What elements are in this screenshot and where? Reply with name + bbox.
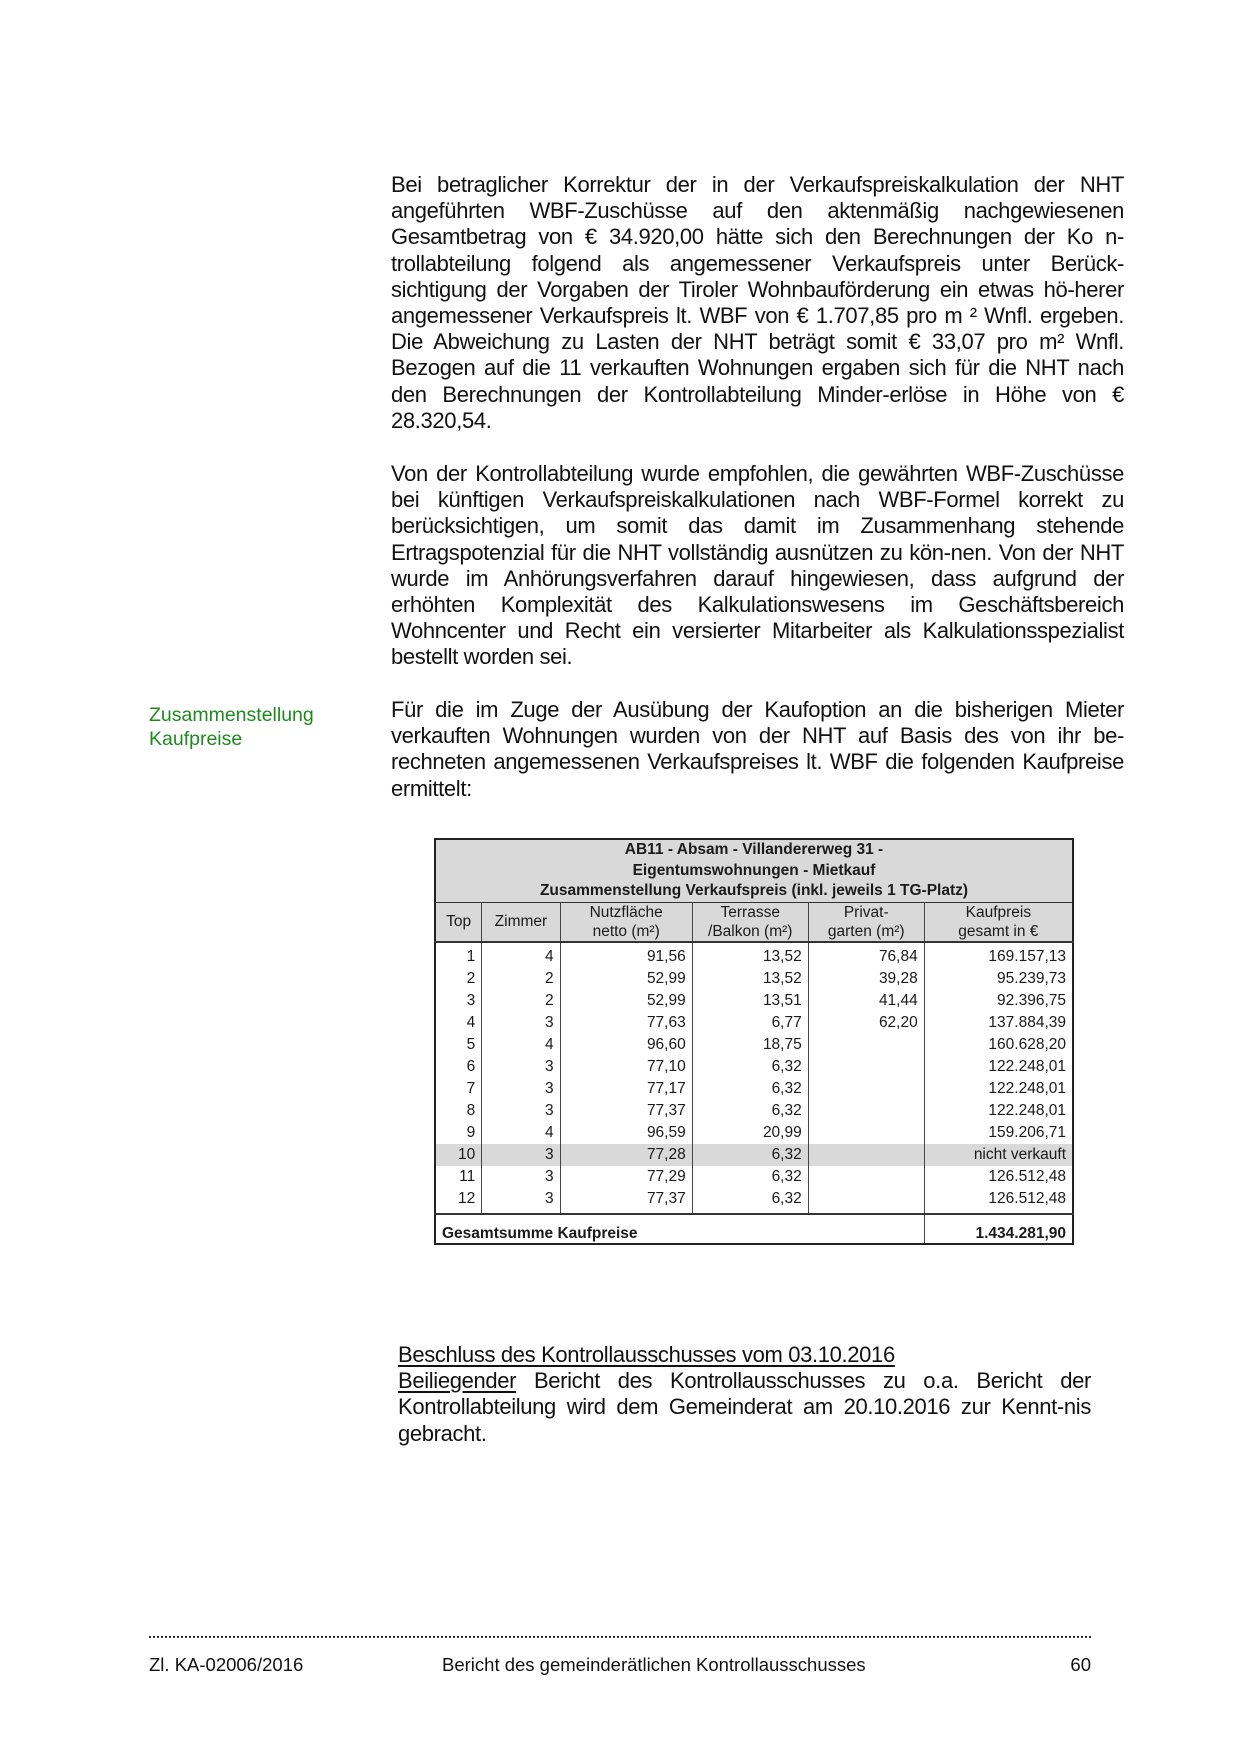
table-cell: 62,20 (808, 1012, 924, 1034)
table-cell: 95.239,73 (924, 968, 1073, 990)
table-row (435, 1012, 1073, 1034)
table-cell (808, 1034, 924, 1056)
margin-note-line1: Zusammenstellung (149, 704, 314, 726)
table-cell: 4 (482, 1034, 560, 1056)
table-total-row (435, 1214, 1073, 1244)
purchase-price-table (434, 838, 1074, 1245)
table-cell: 41,44 (808, 990, 924, 1012)
table-cell: 3 (482, 1056, 560, 1078)
table-cell (808, 1188, 924, 1214)
table-cell: 3 (482, 1188, 560, 1214)
table-cell: 126.512,48 (924, 1166, 1073, 1188)
table-cell: 160.628,20 (924, 1034, 1073, 1056)
table-title-line2: Eigentumswohnungen - Mietkauf (632, 861, 876, 879)
table-cell: 6,77 (692, 1012, 808, 1034)
table-row (435, 990, 1073, 1012)
table-title (435, 839, 1073, 902)
table-cell: 9 (466, 1123, 476, 1141)
paragraph-purchase-prices-intro: Für die im Zuge der Ausübung der Kaufoption an die bisherigen Mieter verkauften Wohnungen wurden von der NHT auf Basis des von ihr be-rechneten angemessenen Verkaufspreises lt. WBF die folgenden Kaufpreise ermittelt: (391, 697, 1124, 801)
table-cell: 3 (466, 991, 476, 1009)
table-cell: 13,52 (692, 968, 808, 990)
table-cell: 3 (482, 1012, 560, 1034)
table-row (435, 1122, 1073, 1144)
total-value: 1.434.281,90 (924, 1214, 1073, 1244)
footer-reference: Zl. KA-02006/2016 (149, 1654, 304, 1675)
table-cell: 92.396,75 (924, 990, 1073, 1012)
table-row (435, 1100, 1073, 1122)
table-cell: 1 (466, 947, 476, 965)
table-cell: 5 (466, 1035, 476, 1053)
table-cell: 2 (482, 990, 560, 1012)
committee-decision (398, 1342, 1091, 1447)
total-label: Gesamtsumme Kaufpreise (435, 1214, 924, 1244)
table-body (435, 942, 1073, 1214)
table-title-line3: Zusammenstellung Verkaufspreis (inkl. jeweils 1 TG-Platz) (539, 882, 969, 899)
table-cell: 77,37 (560, 1100, 692, 1122)
table-cell: 2 (482, 968, 560, 990)
table-cell: 77,10 (560, 1056, 692, 1078)
table-cell: 6,32 (692, 1188, 808, 1214)
decision-text (398, 1368, 1091, 1447)
decision-body: Bericht des Kontrollausschusses zu o.a. Bericht der Kontrollabteilung wird dem Gemeinderat am 20.10.2016 zur Kennt-nis gebracht. (398, 1368, 1091, 1446)
table-cell: 12 (457, 1189, 476, 1207)
table-cell: 11 (459, 1167, 476, 1185)
table-cell: 6 (466, 1057, 476, 1075)
table-cell: 13,52 (692, 942, 808, 968)
decision-lead-word: Beiliegender (398, 1368, 517, 1394)
table-cell (808, 1100, 924, 1122)
table-cell: 10 (435, 1144, 482, 1166)
table-cell: 39,28 (808, 968, 924, 990)
table-cell: 169.157,13 (924, 942, 1073, 968)
table-cell (808, 1122, 924, 1144)
table-cell: 13,51 (692, 990, 808, 1012)
table-cell: 3 (482, 1144, 560, 1166)
header-nutzflaeche: Nutzfläche netto (m²) (560, 902, 692, 942)
table-cell: 7 (466, 1079, 476, 1097)
table-cell: 4 (482, 1122, 560, 1144)
table-cell: 76,84 (808, 942, 924, 968)
table-row (435, 968, 1073, 990)
table-header-row (435, 902, 1073, 942)
table-row (435, 1078, 1073, 1100)
table-cell: 8 (466, 1101, 476, 1119)
table-cell: 6,32 (692, 1100, 808, 1122)
table-cell: 122.248,01 (924, 1078, 1073, 1100)
header-kaufpreis: Kaufpreis gesamt in € (924, 902, 1073, 942)
header-privatgarten: Privat- garten (m²) (808, 902, 924, 942)
table-cell (808, 1056, 924, 1078)
table-cell (808, 1078, 924, 1100)
footer-dotted-rule (149, 1636, 1091, 1638)
table-cell (808, 1144, 924, 1166)
table-cell: 18,75 (692, 1034, 808, 1056)
table-cell: 77,28 (560, 1144, 692, 1166)
table-cell: 122.248,01 (924, 1100, 1073, 1122)
table-cell: 77,63 (560, 1012, 692, 1034)
table-cell: 96,60 (560, 1034, 692, 1056)
table-cell: 77,29 (560, 1166, 692, 1188)
table-cell: 6,32 (692, 1166, 808, 1188)
header-terrasse: Terrasse /Balkon (m²) (692, 902, 808, 942)
table-cell: 4 (482, 942, 560, 968)
table-title-line1: AB11 - Absam - Villandererweg 31 - (624, 841, 884, 858)
table-cell: 6,32 (692, 1144, 808, 1166)
table-cell: 122.248,01 (924, 1056, 1073, 1078)
table-cell: 77,37 (560, 1188, 692, 1214)
footer-title: Bericht des gemeinderätlichen Kontrollausschusses (442, 1654, 866, 1675)
table-row (435, 1144, 1073, 1166)
decision-heading: Beschluss des Kontrollausschusses vom 03.10.2016 (398, 1342, 895, 1367)
table-cell: 3 (482, 1078, 560, 1100)
margin-note-kaufpreise (149, 703, 349, 751)
table-cell: 20,99 (692, 1122, 808, 1144)
paragraph-recommendation: Von der Kontrollabteilung wurde empfohlen, die gewährten WBF-Zuschüsse bei künftigen Verkaufspreiskalkulationen nach WBF-Formel korrekt zu berücksichtigen, um somit das damit im Zusammenhang stehende Ertragspotenzial für die NHT vollständig ausnützen zu kön-nen. Von der NHT wurde im Anhörungsverfahren darauf hingewiesen, dass aufgrund der erhöhten Komplexität des Kalkulationswesens im Geschäftsbereich Wohncenter und Recht ein versierter Mitarbeiter als Kalkulationsspezialist bestellt worden sei. (391, 461, 1124, 670)
table-cell: 137.884,39 (924, 1012, 1073, 1034)
table-cell: 91,56 (560, 942, 692, 968)
table-cell: 3 (482, 1100, 560, 1122)
table-cell: 4 (466, 1013, 476, 1031)
table-cell: 159.206,71 (924, 1122, 1073, 1144)
table-cell: 6,32 (692, 1056, 808, 1078)
table-row (435, 942, 1073, 968)
paragraph-wbf-correction: Bei betraglicher Korrektur der in der Verkaufspreiskalkulation der NHT angeführten WBF-Zuschüsse auf den aktenmäßig nachgewiesenen Gesamtbetrag von € 34.920,00 hätte sich den Berechnungen der Ko n-trollabteilung folgend als angemessener Verkaufspreis unter Berück-sichtigung der Vorgaben der Tiroler Wohnbauförderung ein etwas hö-herer angemessener Verkaufspreis lt. WBF von € 1.707,85 pro m ² Wnfl. ergeben. Die Abweichung zu Lasten der NHT beträgt somit € 33,07 pro m² Wnfl. Bezogen auf die 11 verkauften Wohnungen ergaben sich für die NHT nach den Berechnungen der Kontrollabteilung Minder-erlöse in Höhe von € 28.320,54. (391, 172, 1124, 433)
table-row (435, 1188, 1073, 1214)
table-cell: 126.512,48 (924, 1188, 1073, 1214)
table-row (435, 1056, 1073, 1078)
table-row (435, 1034, 1073, 1056)
table-row (435, 1166, 1073, 1188)
table-cell: 52,99 (560, 990, 692, 1012)
header-zimmer: Zimmer (482, 902, 560, 942)
table-cell: nicht verkauft (924, 1144, 1073, 1166)
table-cell (808, 1166, 924, 1188)
purchase-price-table-container (434, 838, 1074, 1245)
table-cell: 77,17 (560, 1078, 692, 1100)
table-cell: 2 (466, 969, 476, 987)
table-cell: 96,59 (560, 1122, 692, 1144)
table-cell: 6,32 (692, 1078, 808, 1100)
table-cell: 52,99 (560, 968, 692, 990)
footer-page-number: 60 (1070, 1654, 1091, 1675)
header-top: Top (435, 902, 482, 942)
table-cell: 3 (482, 1166, 560, 1188)
margin-note-line2: Kaufpreise (149, 728, 243, 750)
